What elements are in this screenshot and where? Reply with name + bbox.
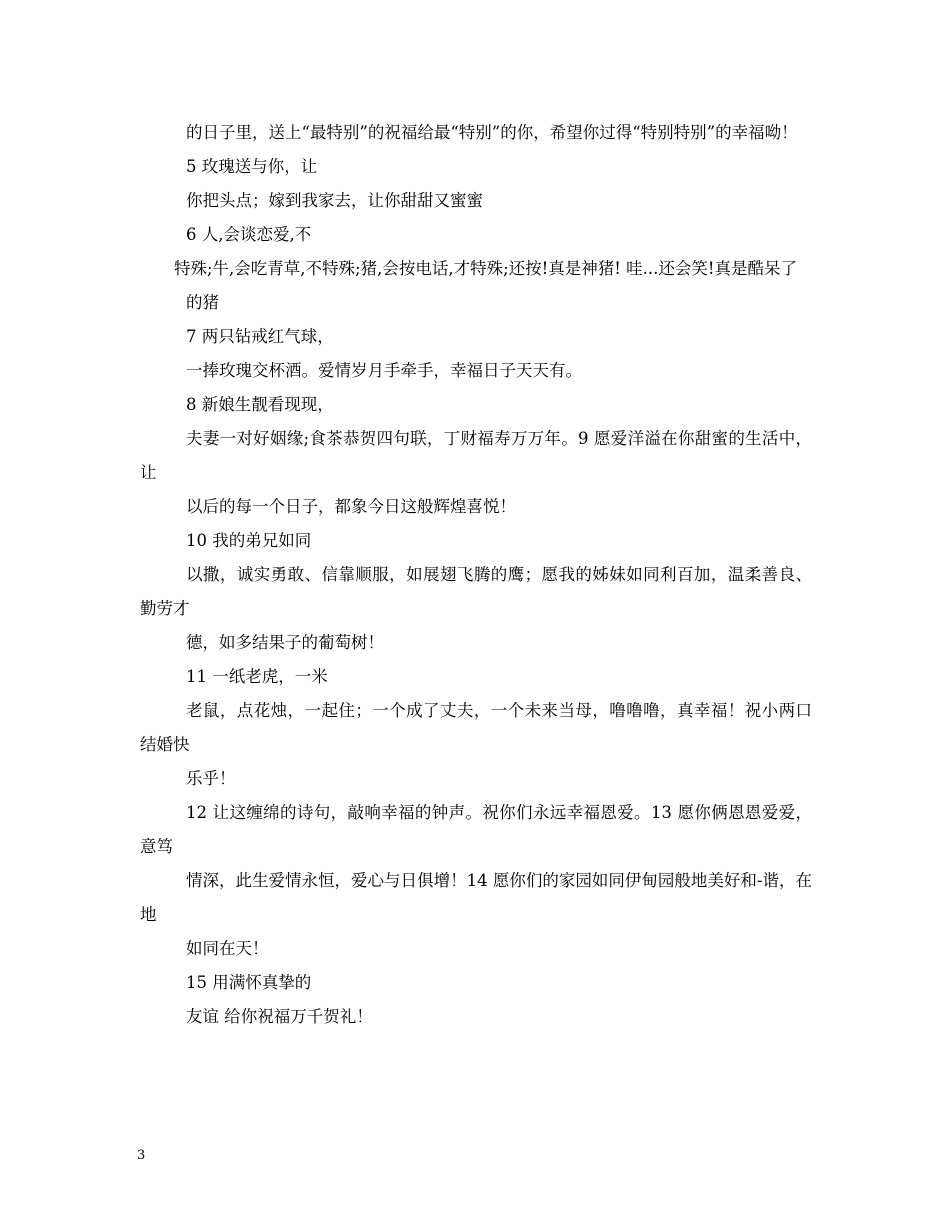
paragraph: 乐乎！ <box>186 769 236 788</box>
paragraph: 6 人,会谈恋爱,不 <box>186 225 312 244</box>
paragraph: 以撒，诚实勇敢、信靠顺服，如展翅飞腾的鹰；愿我的姊妹如同利百加，温柔善良、勤劳才 <box>140 565 812 618</box>
paragraph: 8 新娘生靓看现现， <box>186 395 334 414</box>
paragraph: 特殊;牛,会吃青草,不特殊;猪,会按电话,才特殊;还按!真是神猪! 哇...还会笑!真是酷呆了 <box>174 259 798 278</box>
paragraph: 老鼠，点花烛，一起住；一个成了丈夫，一个未来当母，噜噜噜，真幸福！祝小两口结婚快 <box>140 701 812 754</box>
paragraph: 以后的每一个日子，都象今日这般辉煌喜悦！ <box>186 497 516 516</box>
paragraph: 11 一纸老虎，一米 <box>186 667 328 686</box>
paragraph: 德，如多结果子的葡萄树！ <box>186 633 384 652</box>
paragraph: 友谊 给你祝福万千贺礼！ <box>186 1007 373 1026</box>
paragraph: 夫妻一对好姻缘;食茶恭贺四句联，丁财福寿万万年。9 愿爱洋溢在你甜蜜的生活中，让 <box>140 429 812 482</box>
paragraph: 一捧玫瑰交杯酒。爱情岁月手牵手，幸福日子天天有。 <box>186 361 582 380</box>
paragraph: 你把头点；嫁到我家去，让你甜甜又蜜蜜 <box>186 191 483 210</box>
paragraph: 5 玫瑰送与你，让 <box>186 157 318 176</box>
paragraph: 12 让这缠绵的诗句，敲响幸福的钟声。祝你们永远幸福恩爱。13 愿你俩恩恩爱爱，意笃 <box>140 803 812 856</box>
paragraph: 7 两只钻戒红气球， <box>186 327 334 346</box>
paragraph: 情深，此生爱情永恒，爱心与日俱增！14 愿你们的家园如同伊甸园般地美好和-谐，在地 <box>140 871 812 924</box>
paragraph: 如同在天！ <box>186 939 269 958</box>
paragraph: 10 我的弟兄如同 <box>186 531 312 550</box>
paragraph: 15 用满怀真挚的 <box>186 973 312 992</box>
paragraph: 的猪 <box>186 293 219 312</box>
document-body <box>140 116 812 1034</box>
page-number: 3 <box>137 1148 146 1163</box>
paragraph: 的日子里，送上“最特别”的祝福给最“特别”的你，希望你过得“特别特别”的幸福呦！ <box>186 123 798 142</box>
